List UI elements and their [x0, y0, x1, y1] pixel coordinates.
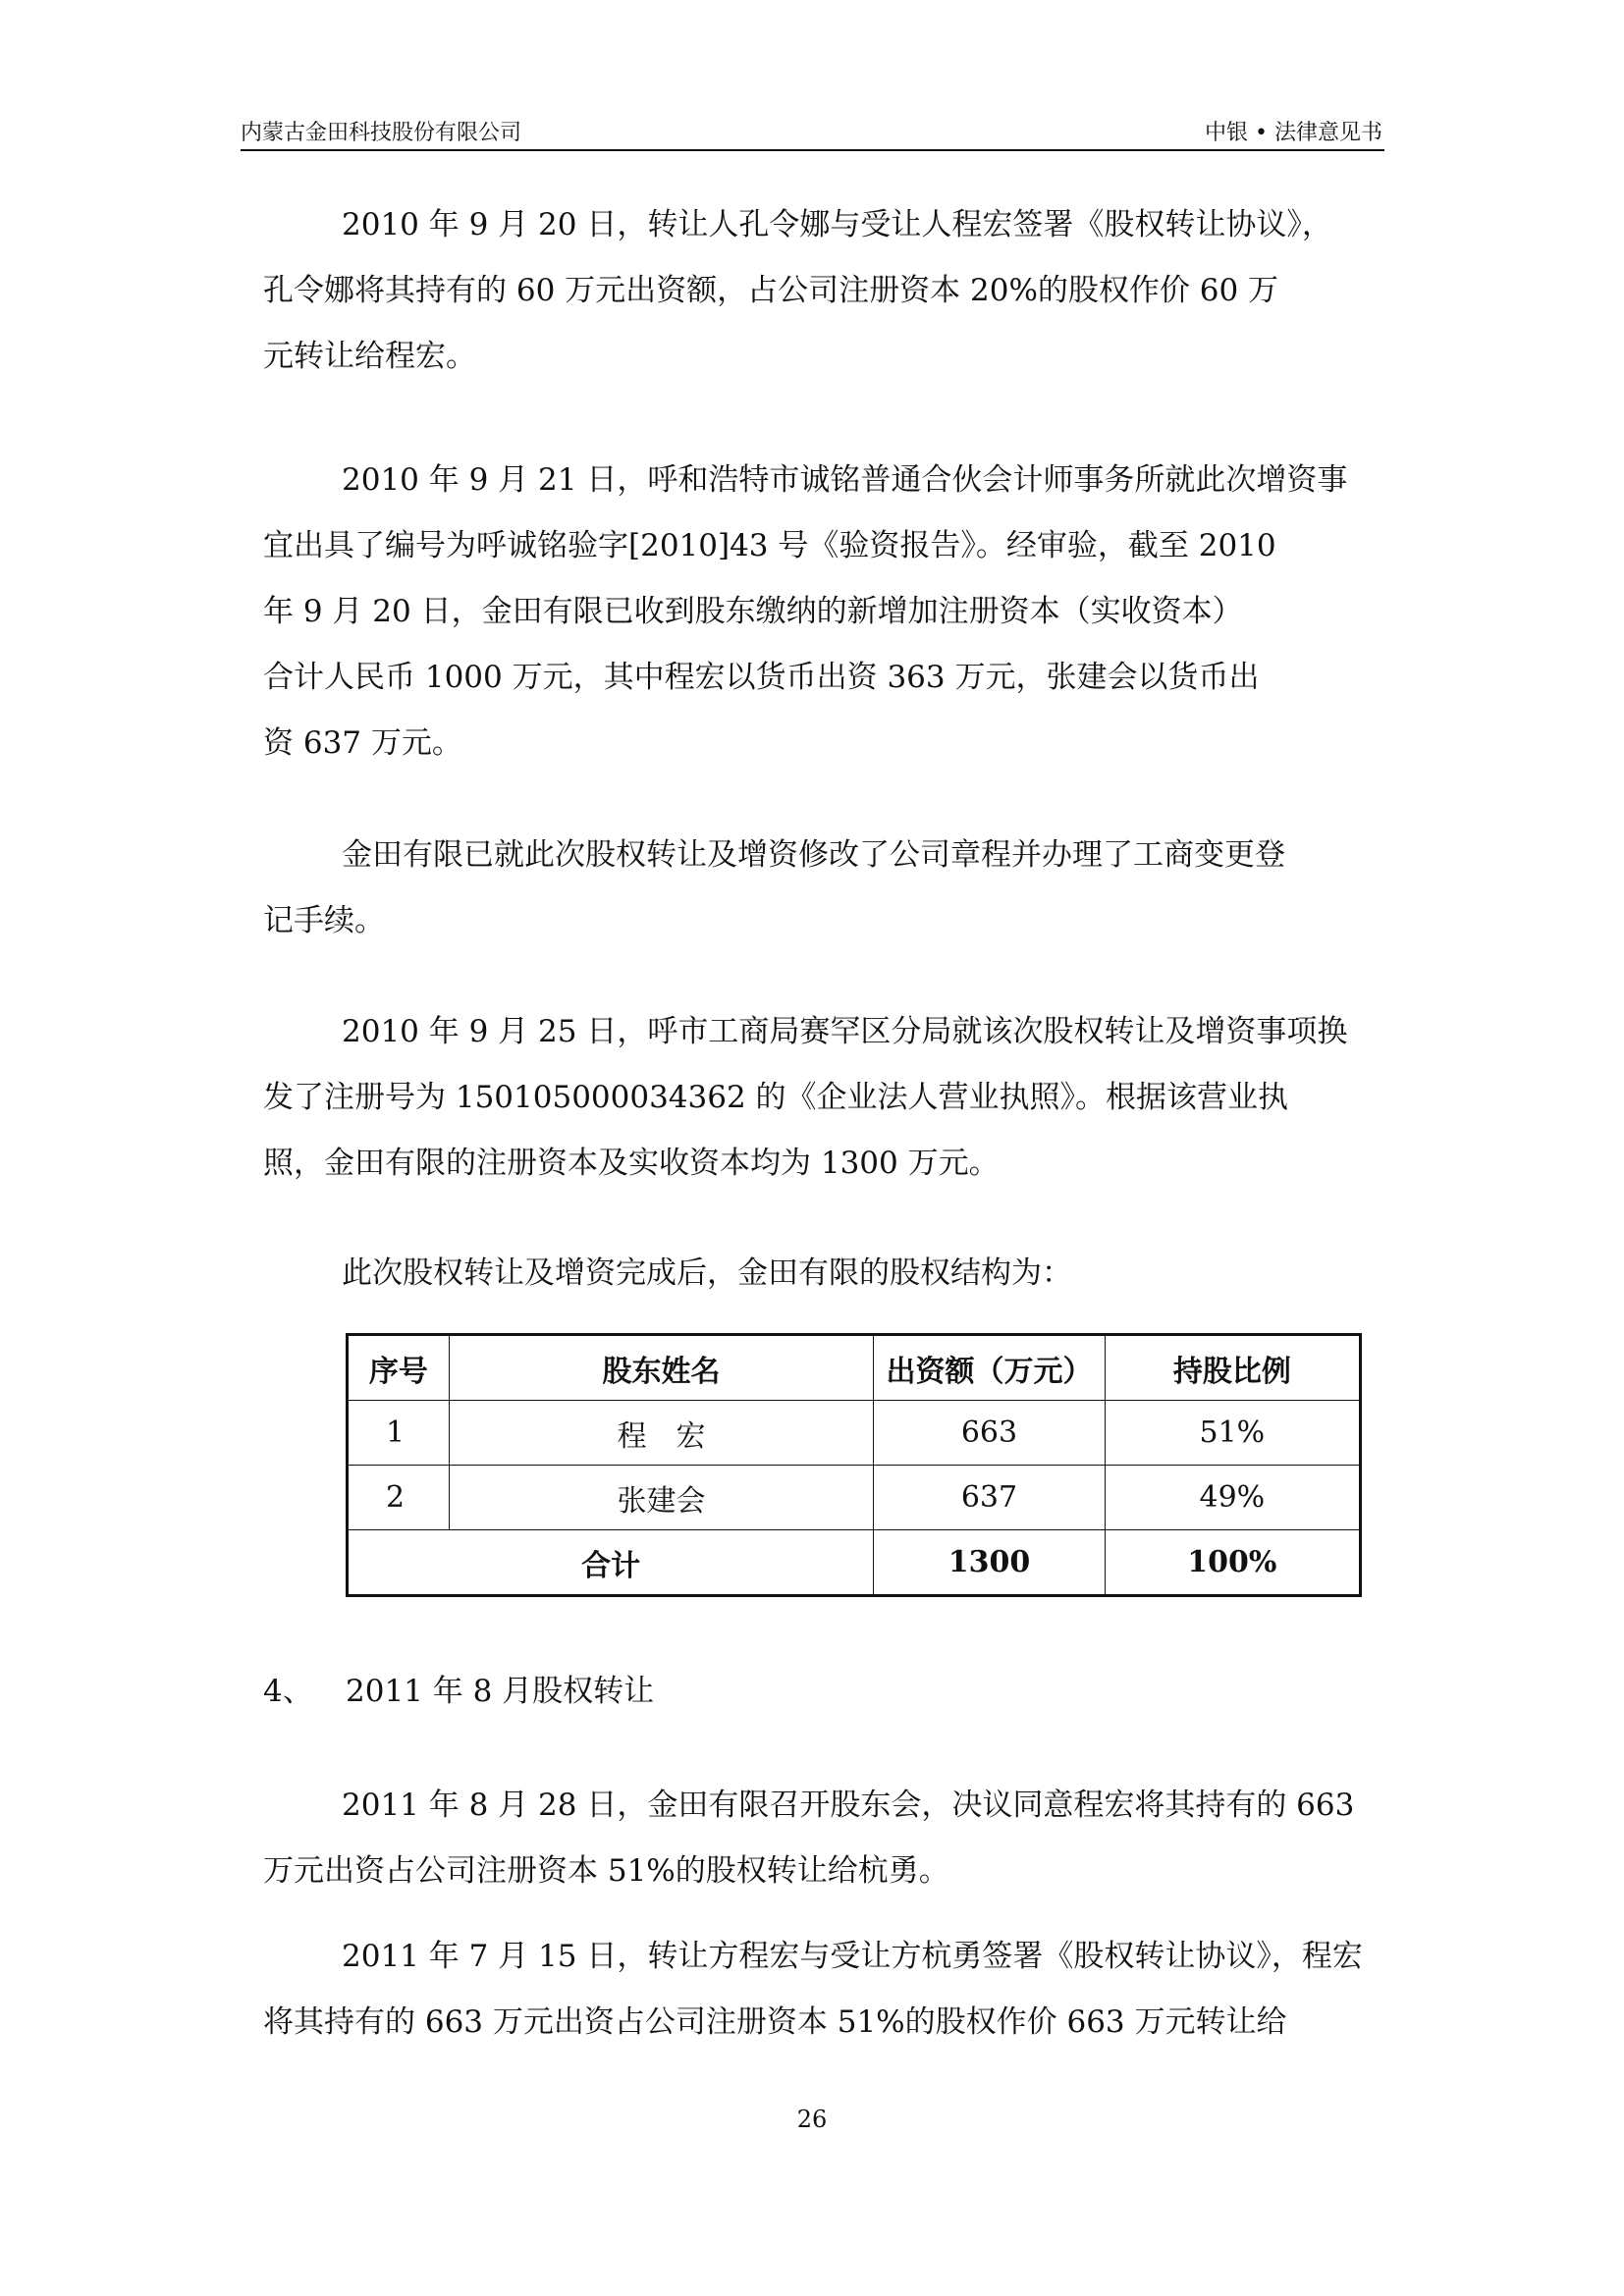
text-line: 宜出具了编号为呼诚铭验字[2010]43 号《验资报告》。经审验，截至 2010: [263, 528, 1276, 563]
paragraph-transfer-agreement: [263, 192, 1382, 390]
text-line: 记手续。: [263, 903, 385, 938]
column-header-shareholder: 股东姓名: [449, 1335, 873, 1401]
cell-total-label: 合计: [348, 1530, 874, 1596]
cell-shareholder: 程 宏: [449, 1401, 873, 1466]
text-line: 2011 年 8 月 28 日，金田有限召开股东会，决议同意程宏将其持有的 663: [342, 1788, 1355, 1823]
text-line: 2010 年 9 月 21 日，呼和浩特市诚铭普通合伙会计师事务所就此次增资事: [342, 462, 1348, 498]
header-document-title: 中银 • 法律意见书: [1205, 121, 1382, 145]
paragraph-transfer-agreement-2011: [263, 1924, 1382, 2056]
header-company-name: 内蒙古金田科技股份有限公司: [241, 121, 522, 145]
page-header: [241, 110, 1384, 151]
section-title: 2011 年 8 月股权转让: [346, 1674, 655, 1709]
text-line: 发了注册号为 150105000034362 的《企业法人营业执照》。根据该营业执: [263, 1080, 1289, 1115]
text-line: 金田有限已就此次股权转让及增资修改了公司章程并办理了工商变更登: [342, 837, 1285, 873]
text-line: 2010 年 9 月 25 日，呼市工商局赛罕区分局就该次股权转让及增资事项换: [342, 1014, 1348, 1049]
table-total-row: [348, 1530, 1361, 1596]
text-line: 万元出资占公司注册资本 51%的股权转让给杭勇。: [263, 1853, 949, 1889]
cell-ratio: 49%: [1105, 1466, 1360, 1530]
text-line: 照，金田有限的注册资本及实收资本均为 1300 万元。: [263, 1146, 1000, 1181]
table-row: [348, 1466, 1361, 1530]
text-line: 资 637 万元。: [263, 725, 462, 761]
cell-sequence: 1: [348, 1401, 450, 1466]
cell-contribution: 637: [874, 1466, 1105, 1530]
paragraph-equity-structure-intro: [342, 1241, 1382, 1307]
text-line: 孔令娜将其持有的 60 万元出资额，占公司注册资本 20%的股权作价 60 万: [263, 273, 1279, 308]
text-line: 2010 年 9 月 20 日，转让人孔令娜与受让人程宏签署《股权转让协议》，: [342, 207, 1332, 242]
paragraph-shareholder-meeting: [263, 1773, 1382, 1904]
cell-ratio: 51%: [1105, 1401, 1360, 1466]
cell-contribution: 663: [874, 1401, 1105, 1466]
paragraph-registration-change: [263, 823, 1382, 954]
text-line: 将其持有的 663 万元出资占公司注册资本 51%的股权作价 663 万元转让给: [263, 2004, 1287, 2040]
text-line: 2011 年 7 月 15 日，转让方程宏与受让方杭勇签署《股权转让协议》，程宏: [342, 1939, 1363, 1974]
table-header-row: [348, 1335, 1361, 1401]
cell-shareholder: 张建会: [449, 1466, 873, 1530]
page-number: 26: [796, 2106, 828, 2133]
text-line: 合计人民币 1000 万元，其中程宏以货币出资 363 万元，张建会以货币出: [263, 660, 1260, 695]
table-row: [348, 1401, 1361, 1466]
paragraph-business-license: [263, 999, 1382, 1197]
section-number: 4、: [263, 1674, 313, 1709]
text-line: 年 9 月 20 日，金田有限已收到股东缴纳的新增加注册资本（实收资本）: [263, 594, 1243, 629]
equity-structure-table: [346, 1333, 1362, 1597]
column-header-contribution: 出资额（万元）: [874, 1335, 1105, 1401]
column-header-sequence: 序号: [348, 1335, 450, 1401]
cell-total-contribution: 1300: [874, 1530, 1105, 1596]
cell-sequence: 2: [348, 1466, 450, 1530]
paragraph-capital-verification: [263, 448, 1382, 776]
cell-total-ratio: 100%: [1105, 1530, 1360, 1596]
column-header-ratio: 持股比例: [1105, 1335, 1360, 1401]
text-line: 此次股权转让及增资完成后，金田有限的股权结构为：: [342, 1255, 1072, 1291]
section-heading: [263, 1666, 654, 1710]
text-line: 元转让给程宏。: [263, 339, 476, 374]
